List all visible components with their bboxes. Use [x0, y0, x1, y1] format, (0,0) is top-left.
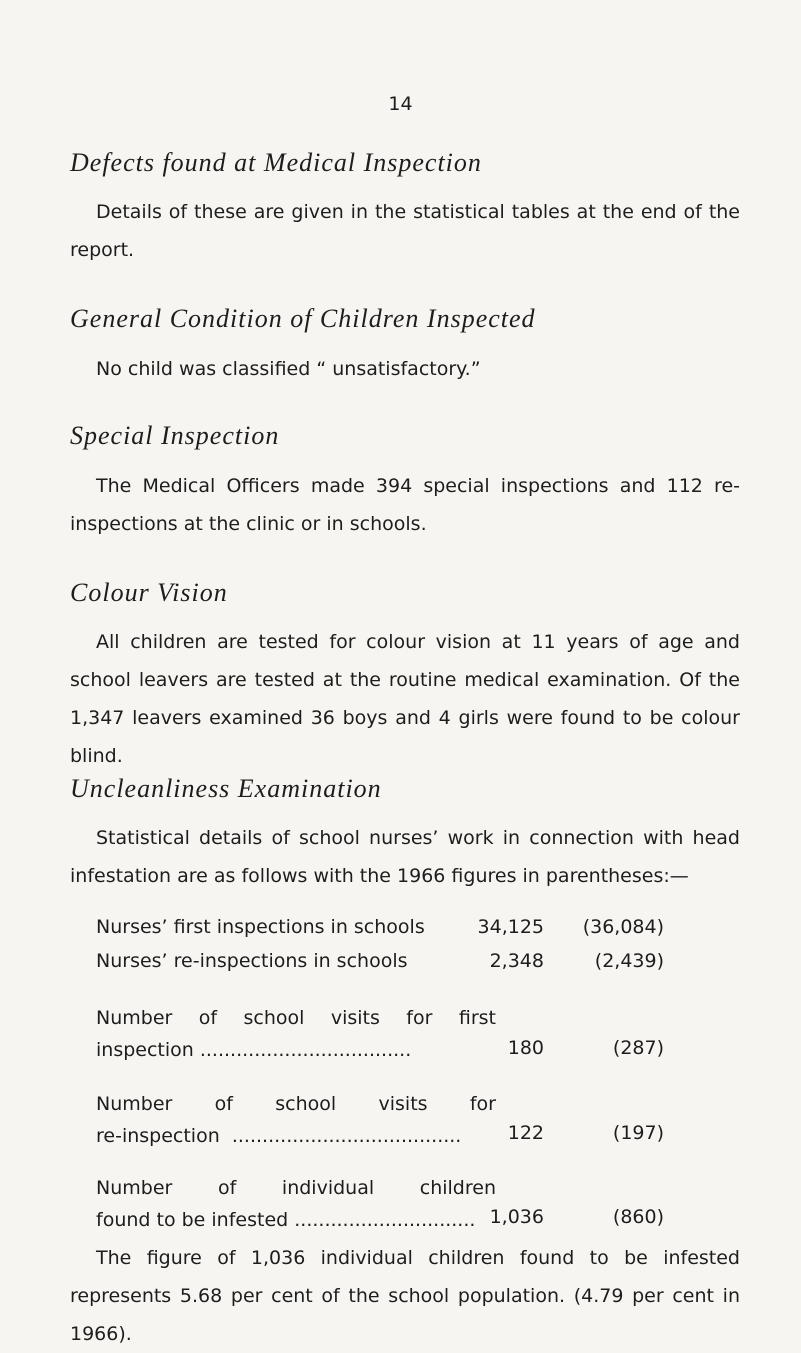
paragraph-special-inspection: The Medical Officers made 394 special inspections and 112 re-inspections at the clinic or in schools. — [70, 475, 740, 535]
stat-prev-first-inspections: (36,084) — [582, 916, 664, 938]
stat-label-visits-re-line2: re-inspection ...................................... — [96, 1125, 462, 1147]
stat-label-text: found to be infested — [96, 1209, 289, 1231]
stat-label-first-inspections: Nurses’ first inspections in schools — [96, 916, 425, 938]
stat-value-visits-first: 180 — [507, 1037, 544, 1059]
stat-label-infested-line2: found to be infested .............................. — [96, 1209, 476, 1231]
stat-label-infested — [96, 1172, 496, 1236]
stat-prev-visits-first: (287) — [612, 1037, 664, 1059]
stat-value-visits-re: 122 — [507, 1122, 544, 1144]
stat-prev-re-inspections: (2,439) — [594, 950, 664, 972]
stat-label-infested-line1: Number of individual children — [96, 1177, 496, 1199]
stat-label-re-inspections: Nurses’ re-inspections in schools — [96, 950, 408, 972]
stat-value-re-inspections: 2,348 — [489, 950, 544, 972]
stat-prev-infested: (860) — [612, 1206, 664, 1228]
heading-special-inspection: Special Inspection — [70, 421, 280, 450]
stat-label-text: inspection — [96, 1039, 194, 1061]
stat-label-visits-first — [96, 1002, 496, 1066]
heading-defects: Defects found at Medical Inspection — [70, 148, 482, 177]
paragraph-general-condition: No child was classified “ unsatisfactory.” — [96, 358, 481, 380]
stat-label-visits-first-line2: inspection ................................... — [96, 1039, 412, 1061]
paragraph-defects: Details of these are given in the statistical tables at the end of the report. — [70, 201, 740, 261]
paragraph-colour-vision: All children are tested for colour vision at 11 years of age and school leavers are tested at the routine medical examination. Of the 1,347 leavers examined 36 boys and 4 girls were found to be colour blind. — [70, 631, 740, 767]
stat-value-first-inspections: 34,125 — [477, 916, 544, 938]
paragraph-uncleanliness: Statistical details of school nurses’ work in connection with head infestation are as follows with the 1966 figures in parentheses:— — [70, 827, 740, 887]
stat-label-visits-first-line1: Number of school visits for first — [96, 1007, 496, 1029]
heading-general-condition: General Condition of Children Inspected — [70, 304, 536, 333]
page-number: 14 — [388, 93, 413, 115]
heading-uncleanliness: Uncleanliness Examination — [70, 774, 382, 803]
stat-value-infested: 1,036 — [489, 1206, 544, 1228]
stat-label-visits-re-line1: Number of school visits for — [96, 1093, 496, 1115]
stat-label-visits-re — [96, 1088, 496, 1152]
paragraph-closing: The figure of 1,036 individual children found to be infested represents 5.68 per cent of the school population. (4.79 per cent in 1966). — [70, 1247, 740, 1345]
stat-prev-visits-re: (197) — [612, 1122, 664, 1144]
heading-colour-vision: Colour Vision — [70, 578, 228, 607]
stat-label-text: re-inspection — [96, 1125, 220, 1147]
